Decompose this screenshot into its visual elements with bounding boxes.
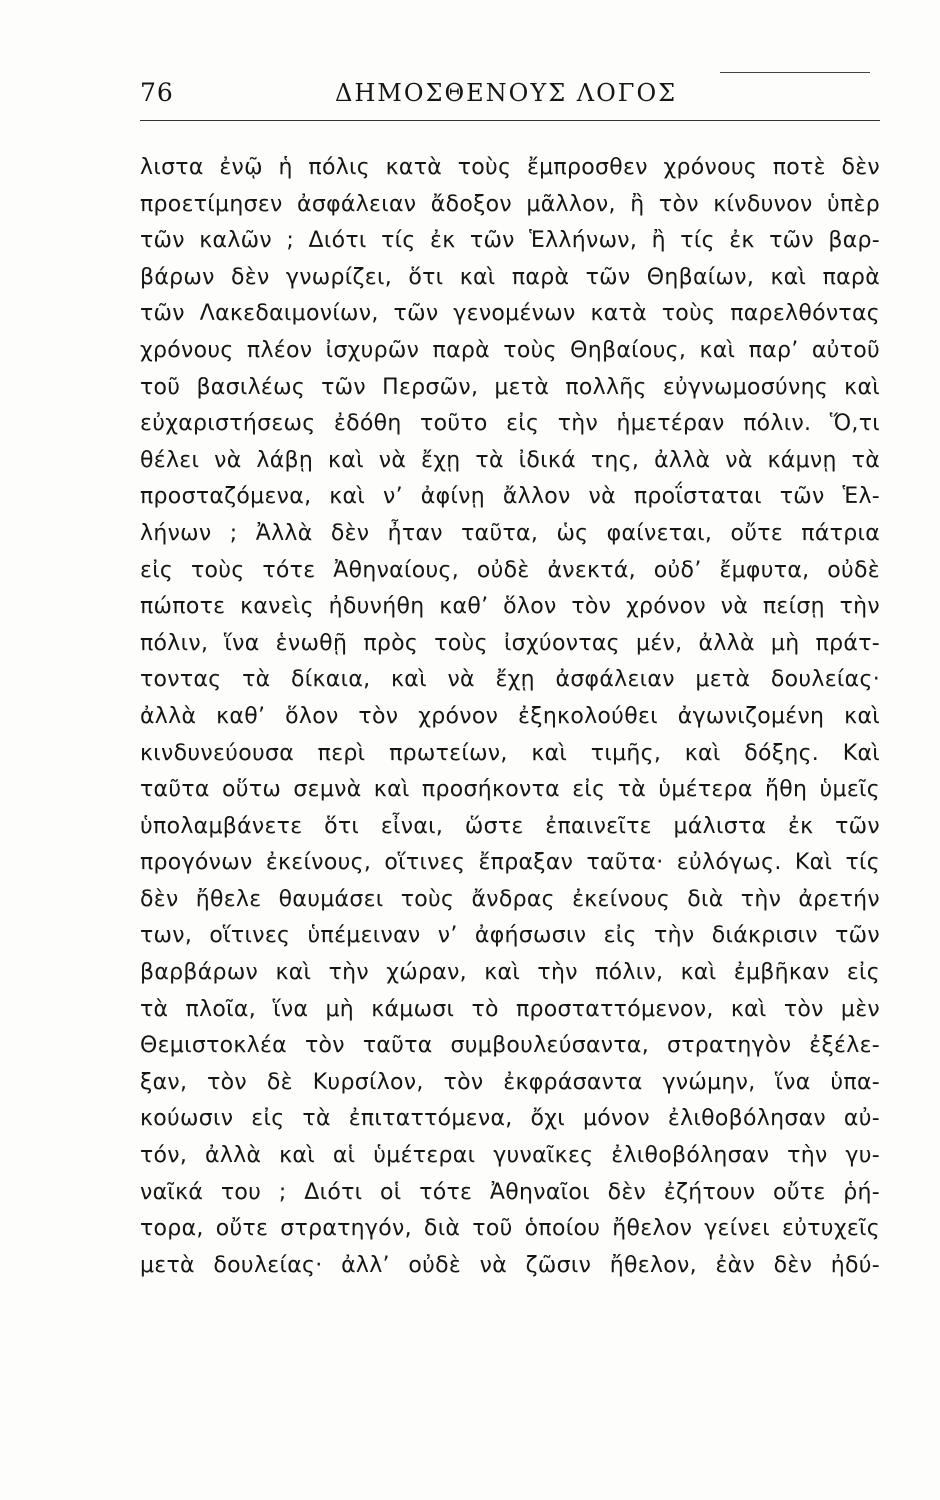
text-line: εἰς τοὺς τότε Ἀθηναίους, οὐδὲ ἀνεκτά, οὐδ’ ἔμφυτα, οὐδὲ xyxy=(140,557,880,583)
text-line: τὰ πλοῖα, ἵνα μὴ κάμωσι τὸ προσταττόμενον, καὶ τὸν μὲν xyxy=(140,996,880,1022)
text-line: μετὰ δουλείας· ἀλλ’ οὐδὲ νὰ ζῶσιν ἤθελον, ἐὰν δὲν ἠδύ- xyxy=(140,1252,880,1278)
text-line: κούωσιν εἰς τὰ ἐπιταττόμενα, ὄχι μόνον ἐλιθοβόλησαν αὐ- xyxy=(140,1106,880,1132)
header-top-rule xyxy=(720,72,870,73)
body-text xyxy=(140,150,880,1284)
text-line: τόν, ἀλλὰ καὶ αἱ ὑμέτεραι γυναῖκες ἐλιθοβόλησαν τὴν γυ- xyxy=(140,1143,880,1169)
page-number: 76 xyxy=(140,78,174,107)
text-line: χρόνους πλέον ἰσχυρῶν παρὰ τοὺς Θηβαίους, καὶ παρ’ αὐτοῦ xyxy=(140,337,880,363)
text-line: ταῦτα οὕτω σεμνὰ καὶ προσήκοντα εἰς τὰ ὑμέτερα ἤθη ὑμεῖς xyxy=(140,777,880,803)
text-line: προγόνων ἐκείνους, οἵτινες ἔπραξαν ταῦτα· εὐλόγως. Καὶ τίς xyxy=(140,850,880,876)
text-line: ὑπολαμβάνετε ὅτι εἶναι, ὥστε ἐπαινεῖτε μάλιστα ἐκ τῶν xyxy=(140,813,880,839)
text-line: κινδυνεύουσα περὶ πρωτείων, καὶ τιμῆς, καὶ δόξης. Καὶ xyxy=(140,740,880,766)
text-line: βάρων δὲν γνωρίζει, ὅτι καὶ παρὰ τῶν Θηβαίων, καὶ παρὰ xyxy=(140,264,880,290)
text-line: πόλιν, ἵνα ἑνωθῇ πρὸς τοὺς ἰσχύοντας μέν, ἀλλὰ μὴ πράτ- xyxy=(140,630,880,656)
text-line: τῶν Λακεδαιμονίων, τῶν γενομένων κατὰ τοὺς παρελθόντας xyxy=(140,301,880,327)
header-rule xyxy=(140,120,880,121)
text-line: πώποτε κανεὶς ἠδυνήθη καθ’ ὅλον τὸν χρόνον νὰ πείσῃ τὴν xyxy=(140,594,880,620)
text-line: τορα, οὔτε στρατηγόν, διὰ τοῦ ὁποίου ἤθελον γείνει εὐτυχεῖς xyxy=(140,1216,880,1242)
text-line: Θεμιστοκλέα τὸν ταῦτα συμβουλεύσαντα, στρατηγὸν ἐξέλε- xyxy=(140,1033,880,1059)
text-line: λήνων ; Ἀλλὰ δὲν ἦταν ταῦτα, ὡς φαίνεται, οὔτε πάτρια xyxy=(140,520,880,546)
text-line: προσταζόμενα, καὶ ν’ ἀφίνῃ ἄλλον νὰ προΐσταται τῶν Ἑλ- xyxy=(140,484,880,510)
text-line: λιστα ἐνῷ ἡ πόλις κατὰ τοὺς ἔμπροσθεν χρόνους ποτὲ δὲν xyxy=(140,155,880,180)
text-line: δὲν ἤθελε θαυμάσει τοὺς ἄνδρας ἐκείνους διὰ τὴν ἀρετήν xyxy=(140,886,880,912)
text-line: τοῦ βασιλέως τῶν Περσῶν, μετὰ πολλῆς εὐγνωμοσύνης καὶ xyxy=(140,374,880,400)
running-title: ΔΗΜΟΣΘΕΝΟΥΣ ΛΟΓΟΣ xyxy=(335,79,678,107)
text-line: ξαν, τὸν δὲ Κυρσίλον, τὸν ἐκφράσαντα γνώμην, ἵνα ὑπα- xyxy=(140,1069,880,1095)
text-line: ναῖκά του ; Διότι οἱ τότε Ἀθηναῖοι δὲν ἐζήτουν οὔτε ῥή- xyxy=(140,1179,880,1205)
text-line: ἀλλὰ καθ’ ὅλον τὸν χρόνον ἐξηκολούθει ἀγωνιζομένη καὶ xyxy=(140,703,880,729)
text-line: τοντας τὰ δίκαια, καὶ νὰ ἔχῃ ἀσφάλειαν μετὰ δουλείας· xyxy=(140,667,880,693)
text-line: των, οἵτινες ὑπέμειναν ν’ ἀφήσωσιν εἰς τὴν διάκρισιν τῶν xyxy=(140,923,880,949)
text-line: εὐχαριστήσεως ἐδόθη τοῦτο εἰς τὴν ἡμετέραν πόλιν. Ὅ,τι xyxy=(140,411,880,437)
text-line: τῶν καλῶν ; Διότι τίς ἐκ τῶν Ἑλλήνων, ἢ τίς ἐκ τῶν βαρ- xyxy=(140,228,880,254)
text-line: βαρβάρων καὶ τὴν χώραν, καὶ τὴν πόλιν, καὶ ἐμβῆκαν εἰς xyxy=(140,960,880,986)
text-line: θέλει νὰ λάβῃ καὶ νὰ ἔχῃ τὰ ἰδικά της, ἀλλὰ νὰ κάμνῃ τὰ xyxy=(140,447,880,473)
text-line: προετίμησεν ἀσφάλειαν ἄδοξον μᾶλλον, ἢ τὸν κίνδυνον ὑπὲρ xyxy=(140,191,880,217)
